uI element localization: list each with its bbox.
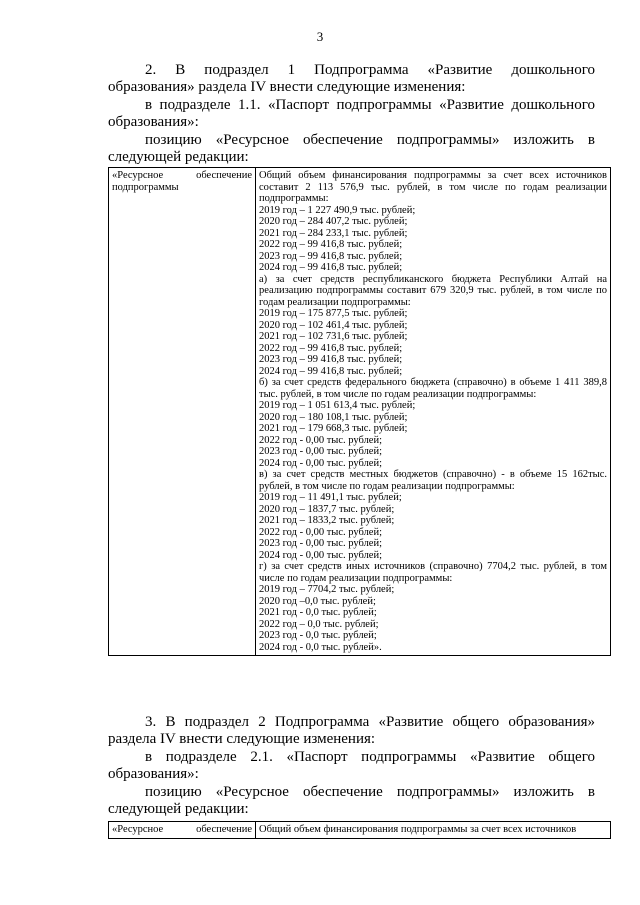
table1-label-part1: «Ресурсное обеспечение — [112, 170, 252, 181]
table1-federal-text: б) за счет средств федерального бюджета (справочно) в объеме 1 411 389,8 тыс. рублей, в том числе по годам реализации подпрограммы: — [259, 377, 607, 400]
table1-other-year: 2024 год - 0,0 тыс. рублей». — [259, 641, 382, 653]
table1-federal-year: 2022 год - 0,00 тыс. рублей; — [259, 434, 383, 446]
section2-sub-line1: в подразделе 1.1. «Паспорт подпрограммы «Развитие дошкольного — [145, 97, 595, 113]
table1-local-year: 2021 год – 1833,2 тыс. рублей; — [259, 515, 395, 526]
table1-local-year: 2023 год - 0,00 тыс. рублей; — [259, 538, 383, 549]
section2-position-line2: следующей редакции: — [108, 149, 249, 165]
table1-regional-year: 2022 год – 99 416,8 тыс. рублей; — [259, 342, 403, 354]
table1-regional-year: 2021 год – 102 731,6 тыс. рублей; — [259, 331, 408, 342]
resource-table-1 — [108, 167, 611, 656]
table1-federal-year: 2020 год – 180 108,1 тыс. рублей; — [259, 411, 408, 423]
table1-other-year: 2021 год - 0,0 тыс. рублей; — [259, 607, 377, 618]
section2-sub-line2: образования»: — [108, 114, 199, 130]
table1-federal-year: 2023 год - 0,00 тыс. рублей; — [259, 446, 383, 457]
table1-local-year: 2020 год – 1837,7 тыс. рублей; — [259, 503, 395, 515]
table1-local-year: 2024 год - 0,00 тыс. рублей; — [259, 549, 383, 561]
section2-line1: 2. В подраздел 1 Подпрограмма «Развитие дошкольного — [145, 62, 595, 78]
table1-total-year: 2024 год – 99 416,8 тыс. рублей; — [259, 262, 403, 273]
section3-line2: раздела IV внести следующие изменения: — [108, 731, 376, 747]
table1-label-cell — [109, 168, 256, 656]
table1-other-year: 2020 год –0,0 тыс. рублей; — [259, 595, 376, 607]
table1-regional-year: 2024 год – 99 416,8 тыс. рублей; — [259, 365, 403, 377]
table1-other-year: 2019 год – 7704,2 тыс. рублей; — [259, 584, 395, 595]
section3-sub-line1: в подразделе 2.1. «Паспорт подпрограммы «Развитие общего — [145, 749, 595, 765]
table1-regional-year: 2020 год – 102 461,4 тыс. рублей; — [259, 319, 408, 331]
section3-line1: 3. В подраздел 2 Подпрограмма «Развитие общего образования» — [145, 714, 595, 730]
table1-federal-year: 2019 год – 1 051 613,4 тыс. рублей; — [259, 400, 416, 411]
table1-other-year: 2023 год - 0,0 тыс. рублей; — [259, 630, 377, 641]
table1-regional-year: 2023 год – 99 416,8 тыс. рублей; — [259, 354, 403, 365]
table2-label-part1: «Ресурсное обеспечение — [112, 824, 252, 835]
table1-regional-year: 2019 год – 175 877,5 тыс. рублей; — [259, 308, 408, 319]
table2-label-cell — [109, 822, 256, 839]
resource-table-2 — [108, 821, 611, 839]
table1-local-text: в) за счет средств местных бюджетов (справочно) - в объеме 15 162тыс. рублей, в том числе по годам реализации подпрограммы: — [259, 469, 607, 492]
table1-other-text: г) за счет средств иных источников (справочно) 7704,2 тыс. рублей, в том числе по годам реализации подпрограммы: — [259, 561, 607, 584]
table1-total-year: 2022 год – 99 416,8 тыс. рублей; — [259, 239, 403, 250]
section3-position-line1: позицию «Ресурсное обеспечение подпрограммы» изложить в — [145, 784, 595, 800]
table1-label-part2: подпрограммы — [112, 181, 179, 193]
table1-regional-text: а) за счет средств республиканского бюджета Республики Алтай на реализацию подпрограммы составит 679 320,9 тыс. рублей, в том числе по годам реализации подпрограммы: — [259, 273, 607, 308]
table1-total-year: 2023 год – 99 416,8 тыс. рублей; — [259, 250, 403, 262]
table2-content-cell — [256, 822, 611, 839]
table1-intro: Общий объем финансирования подпрограммы за счет всех источников составит 2 113 576,9 тыс. рублей, в том числе по годам реализации подпрограммы: — [259, 170, 607, 204]
table1-federal-year: 2024 год - 0,00 тыс. рублей; — [259, 457, 383, 469]
page-number: 3 — [316, 29, 324, 44]
section3-sub-line2: образования»: — [108, 766, 199, 782]
table1-total-year: 2020 год – 284 407,2 тыс. рублей; — [259, 216, 408, 227]
table1-federal-year: 2021 год – 179 668,3 тыс. рублей; — [259, 423, 408, 434]
table1-local-year: 2022 год - 0,00 тыс. рублей; — [259, 526, 383, 538]
table2-intro: Общий объем финансирования подпрограммы за счет всех источников — [259, 824, 577, 835]
section2-position-line1: позицию «Ресурсное обеспечение подпрограммы» изложить в — [145, 132, 595, 148]
table1-local-year: 2019 год – 11 491,1 тыс. рублей; — [259, 492, 402, 503]
section2-line2: образования» раздела IV внести следующие изменения: — [108, 79, 466, 95]
table1-total-year: 2021 год – 284 233,1 тыс. рублей; — [259, 227, 408, 239]
table1-other-year: 2022 год – 0,0 тыс. рублей; — [259, 618, 379, 630]
section3-position-line2: следующей редакции: — [108, 801, 249, 817]
table1-content-cell — [256, 168, 611, 656]
table1-total-year: 2019 год – 1 227 490,9 тыс. рублей; — [259, 204, 416, 216]
